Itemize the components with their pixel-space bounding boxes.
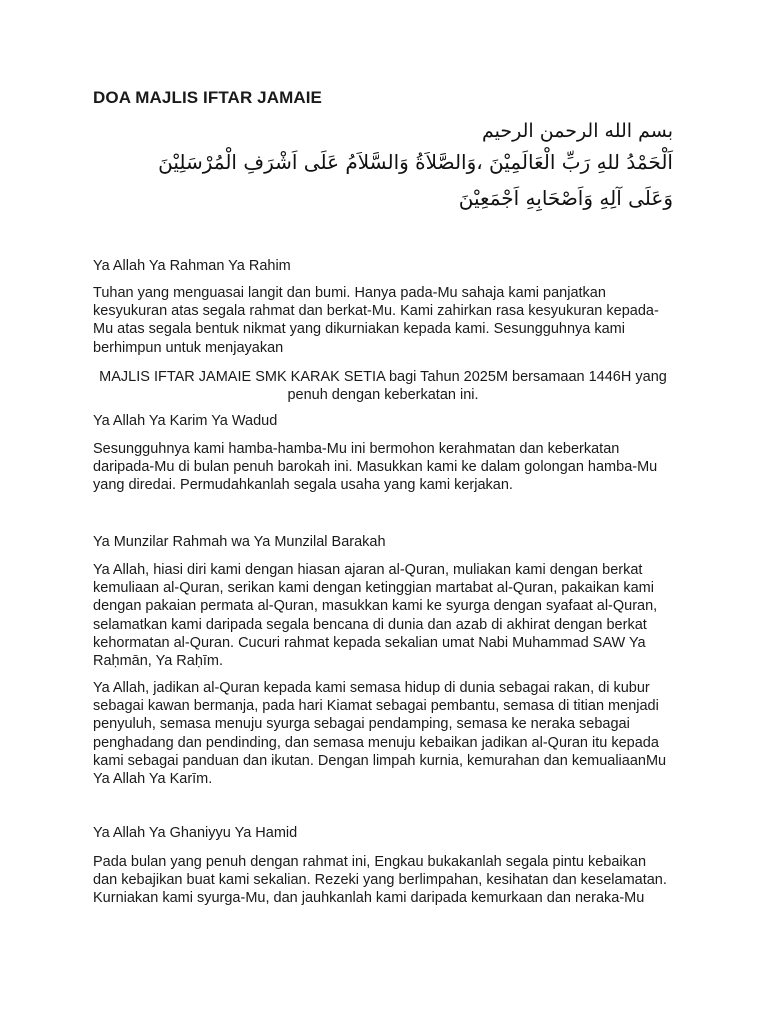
invocation-heading-2: Ya Allah Ya Karim Ya Wadud bbox=[93, 413, 278, 429]
paragraph-quran-adornment: Ya Allah, hiasi diri kami dengan hiasan ajaran al-Quran, muliakan kami dengan berkat kemuliaan al-Quran, serikan kami dengan ketinggian martabat al-Quran, pakaikan kami dengan pakaian permata al-Quran, masukkan kami ke syurga dengan syafaat al-Quran, selamatkan kami daripada segala bencana di dunia dan azab di akhirat dengan berkat kehormatan al-Quran. Cucuri rahmat kepada sekalian umat Nabi Muhammad SAW Ya Raḥmān, Ya Raḥīm. bbox=[93, 562, 658, 670]
paragraph-quran-companion: Ya Allah, jadikan al-Quran kepada kami semasa hidup di dunia sebagai rakan, di kubur sebagai kawan bermanja, pada hari Kiamat sebagai pembantu, semasa di titian menjadi penyuluh, semasa menuju syurga sebagai pendamping, semasa ke neraka sebagai penghadang dan pendinding, dan semasa menuju kebaikan jadikan al-Quran itu kepada kami sebagai panduan dan ikutan. Dengan limpah kurnia, kemurahan dan kemualiaanMu Ya Allah Ya Karīm. bbox=[93, 680, 667, 788]
arabic-praise-line-2: وَعَلَى آلِهِ وَاَصْحَابِهِ اَجْمَعِيْنَ bbox=[458, 186, 673, 210]
invocation-heading-4: Ya Allah Ya Ghaniyyu Ya Hamid bbox=[93, 825, 298, 841]
invocation-heading-1: Ya Allah Ya Rahman Ya Rahim bbox=[93, 258, 291, 274]
paragraph-event-name: MAJLIS IFTAR JAMAIE SMK KARAK SETIA bagi Tahun 2025M bersamaan 1446H yang penuh dengan keberkatan ini. bbox=[99, 369, 667, 404]
paragraph-blessings: Pada bulan yang penuh dengan rahmat ini, Engkau bukakanlah segala pintu kebaikan dan kebajikan buat kami sekalian. Rezeki yang berlimpahan, kesihatan dan keselamatan. Kurniakan kami syurga-Mu, dan jauhkanlah kami daripada kemurkaan dan neraka-Mu bbox=[93, 854, 667, 907]
document-title: DOA MAJLIS IFTAR JAMAIE bbox=[93, 88, 322, 107]
paragraph-gratitude: Tuhan yang menguasai langit dan bumi. Hanya pada-Mu sahaja kami panjatkan kesyukuran atas segala rahmat dan berkat-Mu. Kami zahirkan rasa kesyukuran kepada-Mu atas segala bentuk nikmat yang dikurniakan kepada kami. Sesungguhnya kami berhimpun untuk menjayakan bbox=[93, 285, 659, 356]
arabic-praise-line-1: اَلْحَمْدُ للهِ رَبِّ الْعَالَمِيْنَ ،وَالصَّلاَةُ وَالسَّلاَمُ عَلَى اَشْرَفِ الْمُرْسَلِيْنَ bbox=[158, 150, 673, 174]
arabic-basmala: بسم الله الرحمن الرحيم bbox=[482, 120, 673, 142]
paragraph-supplication: Sesungguhnya kami hamba-hamba-Mu ini bermohon kerahmatan dan keberkatan daripada-Mu di bulan penuh barokah ini. Masukkan kami ke dalam golongan hamba-Mu yang diredai. Permudahkanlah segala usaha yang kami kerjakan. bbox=[93, 441, 658, 494]
invocation-heading-3: Ya Munzilar Rahmah wa Ya Munzilal Barakah bbox=[93, 534, 386, 550]
